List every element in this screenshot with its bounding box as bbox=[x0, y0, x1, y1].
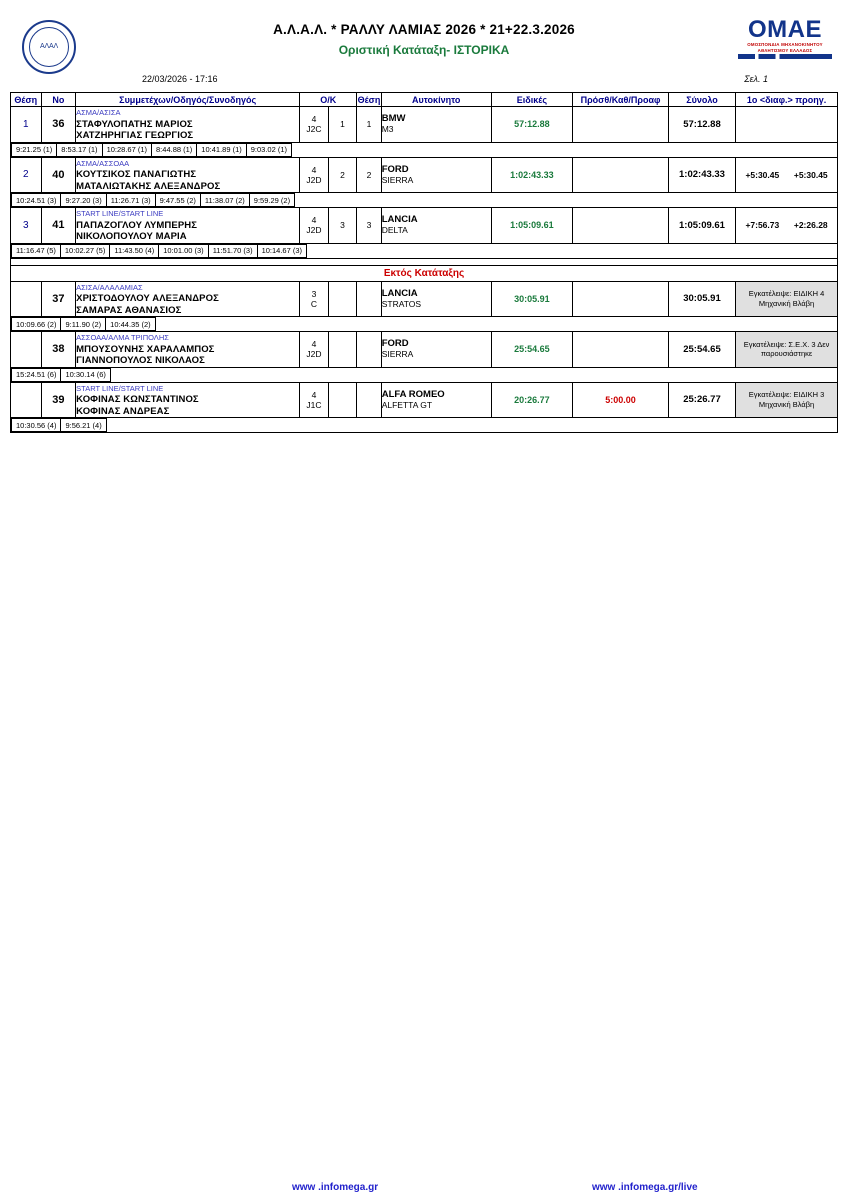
row-number: 40 bbox=[41, 157, 76, 193]
split-time: 9:03.02 (1) bbox=[246, 143, 291, 156]
split-time: 8:53.17 (1) bbox=[57, 143, 102, 156]
split-time: 10:02.27 (5) bbox=[60, 244, 109, 257]
row-number: 37 bbox=[41, 281, 76, 317]
row-car bbox=[381, 281, 491, 317]
crew-club: START LINE/START LINE bbox=[76, 209, 164, 218]
row-class-pos-a: 2 bbox=[328, 157, 357, 193]
footer-link-live[interactable]: www .infomega.gr/live bbox=[592, 1182, 698, 1193]
row-number: 39 bbox=[41, 382, 76, 418]
row-total-time: 1:02:43.33 bbox=[668, 157, 735, 193]
row-retirement: Εγκατέλειψε: Σ.Ε.Χ. 3 Δεν παρουσιάστηκε bbox=[736, 332, 838, 368]
organizer-logo bbox=[22, 20, 78, 76]
row-ok-group: 4 J2C bbox=[300, 107, 329, 143]
table-row bbox=[11, 157, 838, 193]
col-total: Σύνολο bbox=[668, 93, 735, 107]
diff-first: +7:56.73 bbox=[745, 220, 780, 231]
row-retirement: Εγκατέλειψε: ΕΙΔΙΚΗ 4 Μηχανική Βλάβη bbox=[736, 281, 838, 317]
row-diff bbox=[736, 107, 838, 143]
row-total-time: 1:05:09.61 bbox=[668, 208, 735, 244]
out-of-classification-header bbox=[11, 265, 838, 281]
car-make: FORD bbox=[381, 163, 409, 175]
car-make: LANCIA bbox=[381, 287, 418, 299]
row-car bbox=[381, 157, 491, 193]
meta-row bbox=[10, 74, 838, 90]
row-class-pos-a: 3 bbox=[328, 208, 357, 244]
section-spacer bbox=[11, 258, 838, 265]
table-row bbox=[11, 107, 838, 143]
row-penalty bbox=[573, 281, 669, 317]
car-model: M3 bbox=[381, 124, 394, 135]
row-diff bbox=[736, 208, 838, 244]
omae-logo bbox=[738, 18, 832, 62]
splits-row bbox=[11, 367, 838, 382]
splits-table bbox=[11, 244, 307, 258]
crew-club: ΑΣΙΣΑ/ΑΛΑΛΑΜΙΑΣ bbox=[76, 282, 143, 292]
row-number: 38 bbox=[41, 332, 76, 368]
split-time: 10:24.51 (3) bbox=[12, 194, 61, 207]
car-make: FORD bbox=[381, 338, 409, 350]
splits-table bbox=[11, 193, 295, 207]
row-number: 36 bbox=[41, 107, 76, 143]
split-time: 10:01.00 (3) bbox=[159, 244, 208, 257]
row-ok-group: 3 C bbox=[300, 281, 329, 317]
split-time: 11:43.50 (4) bbox=[110, 244, 159, 257]
row-special-time: 30:05.91 bbox=[491, 281, 572, 317]
crew-driver: ΚΟΥΤΣΙΚΟΣ ΠΑΝΑΓΙΩΤΗΣ bbox=[76, 169, 197, 180]
splits-table bbox=[11, 418, 107, 432]
diff-prev: +2:26.28 bbox=[793, 220, 828, 231]
organizer-logo-text: ΑΛΑΛ bbox=[29, 27, 69, 67]
split-time: 9:11.90 (2) bbox=[61, 318, 106, 331]
row-class-pos-a bbox=[328, 281, 357, 317]
col-no: Νο bbox=[41, 93, 76, 107]
crew-club: ΑΣΣΟΑΑ/ΑΛΜΑ ΤΡΙΠΟΛΗΣ bbox=[76, 333, 169, 342]
split-time: 10:28.67 (1) bbox=[102, 143, 151, 156]
table-row bbox=[11, 382, 838, 418]
splits-row bbox=[11, 193, 838, 208]
row-position bbox=[11, 332, 42, 368]
row-total-time: 57:12.88 bbox=[668, 107, 735, 143]
crew-club: ΑΣΜΑ/ΑΣΙΣΑ bbox=[76, 108, 121, 117]
split-time: 10:14.67 (3) bbox=[257, 244, 306, 257]
split-time: 9:59.29 (2) bbox=[249, 194, 294, 207]
splits-row bbox=[11, 243, 838, 258]
row-position: 3 bbox=[11, 208, 42, 244]
split-time: 11:51.70 (3) bbox=[208, 244, 257, 257]
crew-driver: ΠΑΠΑΖΟΓΛΟΥ ΛΥΜΠΕΡΗΣ bbox=[76, 219, 198, 231]
page-subtitle: Οριστική Κατάταξη- ΙΣΤΟΡΙΚΑ bbox=[338, 43, 510, 57]
row-class-pos-a bbox=[328, 332, 357, 368]
col-class-pos: Θέση bbox=[357, 94, 381, 105]
row-ok-group: 4 J1C bbox=[300, 382, 329, 418]
row-retirement: Εγκατέλειψε: ΕΙΔΙΚΗ 3 Μηχανική Βλάβη bbox=[736, 382, 838, 418]
split-time: 10:44.35 (2) bbox=[106, 318, 155, 331]
split-time: 8:44.88 (1) bbox=[152, 143, 197, 156]
crew-club: START LINE/START LINE bbox=[76, 383, 164, 393]
row-special-time: 1:02:43.33 bbox=[491, 157, 572, 193]
crew-codriver: ΓΙΑΝΝΟΠΟΥΛΟΣ ΝΙΚΟΛΑΟΣ bbox=[76, 355, 205, 366]
car-model: DELTA bbox=[381, 225, 408, 236]
split-time: 15:24.51 (6) bbox=[12, 368, 61, 381]
row-class-pos-b bbox=[357, 281, 381, 317]
split-time: 10:30.56 (4) bbox=[12, 419, 61, 432]
row-position bbox=[11, 281, 42, 317]
col-special: Ειδικές bbox=[491, 93, 572, 107]
omae-logo-bars bbox=[738, 54, 832, 59]
row-diff bbox=[736, 157, 838, 193]
splits-table bbox=[11, 368, 111, 382]
row-number: 41 bbox=[41, 208, 76, 244]
car-model: SIERRA bbox=[381, 174, 414, 185]
row-total-time: 30:05.91 bbox=[668, 281, 735, 317]
splits-row bbox=[11, 142, 838, 157]
crew-codriver: ΧΑΤΖΗΡΗΓΙΑΣ ΓΕΩΡΓΙΟΣ bbox=[76, 130, 194, 141]
table-row bbox=[11, 208, 838, 244]
row-total-time: 25:54.65 bbox=[668, 332, 735, 368]
row-car bbox=[381, 332, 491, 368]
row-position bbox=[11, 382, 42, 418]
row-special-time: 1:05:09.61 bbox=[491, 208, 572, 244]
row-crew bbox=[76, 157, 300, 193]
diff-first: +5:30.45 bbox=[745, 169, 780, 180]
omae-logo-name: ΟΜΑΕ bbox=[748, 16, 822, 43]
splits-table bbox=[11, 317, 156, 331]
page-number: Σελ. 1 bbox=[744, 74, 768, 84]
split-time: 9:47.55 (2) bbox=[155, 194, 200, 207]
row-penalty: 5:00.00 bbox=[573, 382, 669, 418]
row-class-pos-b bbox=[357, 382, 381, 418]
crew-driver: ΧΡΙΣΤΟΔΟΥΛΟΥ ΑΛΕΞΑΝΔΡΟΣ bbox=[76, 293, 219, 304]
splits-row bbox=[11, 317, 838, 332]
row-special-time: 20:26.77 bbox=[491, 382, 572, 418]
car-model: STRATOS bbox=[381, 298, 422, 309]
crew-club: ΑΣΜΑ/ΑΣΣΟΑΑ bbox=[76, 158, 130, 168]
car-model: SIERRA bbox=[381, 349, 414, 360]
split-time: 10:41.89 (1) bbox=[197, 143, 246, 156]
table-row bbox=[11, 281, 838, 317]
row-class-pos-a: 1 bbox=[328, 107, 357, 143]
row-crew bbox=[76, 281, 300, 317]
col-ok: Ο/Κ bbox=[300, 93, 357, 107]
row-class-pos-b: 3 bbox=[357, 208, 381, 244]
car-make: BMW bbox=[381, 113, 406, 125]
crew-driver: ΚΟΦΙΝΑΣ ΚΩΝΣΤΑΝΤΙΝΟΣ bbox=[76, 394, 199, 405]
crew-codriver: ΝΙΚΟΛΟΠΟΥΛΟΥ ΜΑΡΙΑ bbox=[76, 231, 187, 242]
row-crew bbox=[76, 208, 300, 244]
splits-row bbox=[11, 418, 838, 433]
row-special-time: 57:12.88 bbox=[491, 107, 572, 143]
crew-codriver: ΣΑΜΑΡΑΣ ΑΘΑΝΑΣΙΟΣ bbox=[76, 304, 182, 316]
row-crew bbox=[76, 382, 300, 418]
table-row bbox=[11, 332, 838, 368]
row-car bbox=[381, 382, 491, 418]
row-class-pos-b bbox=[357, 332, 381, 368]
diff-prev: +5:30.45 bbox=[793, 169, 828, 180]
crew-driver: ΣΤΑΦΥΛΟΠΑΤΗΣ ΜΑΡΙΟΣ bbox=[76, 118, 193, 130]
row-penalty bbox=[573, 107, 669, 143]
row-crew bbox=[76, 332, 300, 368]
row-position: 1 bbox=[11, 107, 42, 143]
row-special-time: 25:54.65 bbox=[491, 332, 572, 368]
row-position: 2 bbox=[11, 157, 42, 193]
row-crew bbox=[76, 107, 300, 143]
row-class-pos-b: 1 bbox=[357, 107, 381, 143]
row-car bbox=[381, 107, 491, 143]
row-class-pos-a bbox=[328, 382, 357, 418]
timestamp: 22/03/2026 - 17:16 bbox=[142, 74, 218, 84]
split-time: 11:26.71 (3) bbox=[106, 194, 155, 207]
page-title: Α.Λ.Α.Λ. * ΡΑΛΛΥ ΛΑΜΙΑΣ 2026 * 21+22.3.2026 bbox=[273, 22, 575, 37]
car-model: ALFETTA GT bbox=[381, 399, 433, 410]
row-ok-group: 4 J2D bbox=[300, 157, 329, 193]
split-time: 9:27.20 (3) bbox=[61, 194, 106, 207]
row-total-time: 25:26.77 bbox=[668, 382, 735, 418]
footer-link-main[interactable]: www .infomega.gr bbox=[292, 1182, 379, 1193]
row-class-pos-b: 2 bbox=[357, 157, 381, 193]
car-make: LANCIA bbox=[381, 214, 418, 226]
split-time: 11:38.07 (2) bbox=[200, 194, 249, 207]
omae-logo-subtitle: ΟΜΟΣΠΟΝΔΙΑ ΜΗΧΑΝΟΚΙΝΗΤΟΥ ΑΘΛΗΤΙΣΜΟΥ ΕΛΛΑΔΟΣ bbox=[747, 42, 823, 53]
row-ok-group: 4 J2D bbox=[300, 332, 329, 368]
split-time: 9:56.21 (4) bbox=[61, 419, 106, 432]
out-of-classification-label: Εκτός Κατάταξης bbox=[11, 265, 838, 281]
col-crew: Συμμετέχων/Οδηγός/Συνοδηγός bbox=[76, 93, 300, 107]
col-pos: Θέση bbox=[11, 93, 42, 107]
split-time: 10:09.66 (2) bbox=[12, 318, 61, 331]
row-penalty bbox=[573, 332, 669, 368]
row-ok-group: 4 J2D bbox=[300, 208, 329, 244]
col-penalty: Πρόσθ/Καθ/Προαφ bbox=[573, 93, 669, 107]
split-time: 9:21.25 (1) bbox=[12, 143, 57, 156]
crew-driver: ΜΠΟΥΣΟΥΝΗΣ ΧΑΡΑΛΑΜΠΟΣ bbox=[76, 343, 215, 355]
results-table bbox=[10, 92, 838, 433]
col-car: Αυτοκίνητο bbox=[381, 93, 491, 107]
row-penalty bbox=[573, 157, 669, 193]
crew-codriver: ΜΑΤΑΛΙΩΤΑΚΗΣ ΑΛΕΞΑΝΔΡΟΣ bbox=[76, 180, 221, 192]
car-make: ALFA ROMEO bbox=[381, 388, 445, 400]
page-header bbox=[10, 8, 838, 66]
row-car bbox=[381, 208, 491, 244]
split-time: 11:16.47 (5) bbox=[12, 244, 61, 257]
col-diff: 1ο <διαφ.> προηγ. bbox=[736, 93, 838, 107]
split-time: 10:30.14 (6) bbox=[61, 368, 110, 381]
crew-codriver: ΚΟΦΙΝΑΣ ΑΝΔΡΕΑΣ bbox=[76, 405, 170, 417]
splits-table bbox=[11, 143, 292, 157]
table-header-row bbox=[11, 93, 838, 107]
row-penalty bbox=[573, 208, 669, 244]
